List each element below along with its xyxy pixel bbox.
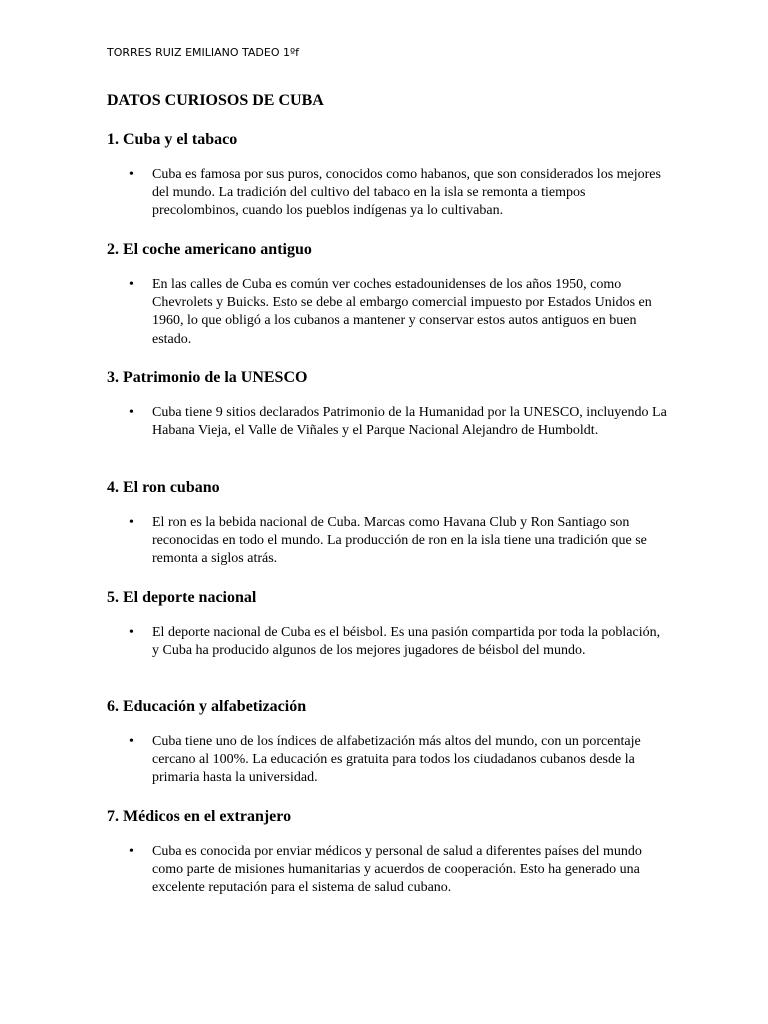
section-tabaco: [107, 130, 667, 221]
bullet-icon: •: [129, 734, 134, 749]
list-item-text: El deporte nacional de Cuba es el béisbol. Es una pasión compartida por toda la población, y Cuba ha producido algunos de los mejores jugadores de béisbol del mundo.: [152, 625, 661, 659]
section-heading: 1. Cuba y el tabaco: [107, 131, 238, 148]
list-item: [107, 843, 667, 898]
section-coche-americano: [107, 240, 667, 349]
list-item-text: En las calles de Cuba es común ver coches estadounidenses de los años 1950, como Chevrolets y Buicks. Esto se debe al embargo comercial impuesto por Estados Unidos en 1960, lo que obligó a los cubanos a mantener y conservar estos autos antiguos en buen estado.: [152, 277, 652, 347]
list-item-text: Cuba es conocida por enviar médicos y personal de salud a diferentes países del mundo como parte de misiones humanitarias y acuerdos de cooperación. Esto ha generado una excelente reputación para el sistema de salud cubano.: [152, 844, 642, 896]
section-deporte-nacional: [107, 588, 667, 660]
section-heading: 5. El deporte nacional: [107, 589, 257, 606]
bullet-list: [107, 514, 667, 569]
bullet-icon: •: [129, 844, 134, 859]
section-ron-cubano: [107, 478, 667, 569]
list-item: [107, 733, 667, 788]
section-heading: 7. Médicos en el extranjero: [107, 808, 292, 825]
bullet-list: [107, 624, 667, 660]
list-item-text: Cuba tiene 9 sitios declarados Patrimonio de la Humanidad por la UNESCO, incluyendo La Habana Vieja, el Valle de Viñales y el Parque Nacional Alejandro de Humboldt.: [152, 405, 667, 439]
bullet-icon: •: [129, 625, 134, 640]
list-item: [107, 514, 667, 569]
list-item: [107, 624, 667, 660]
list-item: [107, 404, 667, 440]
list-item-text: Cuba es famosa por sus puros, conocidos como habanos, que son considerados los mejores del mundo. La tradición del cultivo del tabaco en la isla se remonta a tiempos precolombinos, cuando los pueblos indígenas ya lo cultivaban.: [152, 167, 661, 219]
section-heading: 2. El coche americano antiguo: [107, 241, 312, 258]
section-heading: 3. Patrimonio de la UNESCO: [107, 369, 308, 386]
bullet-list: [107, 843, 667, 898]
bullet-list: [107, 733, 667, 788]
list-item-text: El ron es la bebida nacional de Cuba. Marcas como Havana Club y Ron Santiago son reconocidas en todo el mundo. La producción de ron en la isla tiene una tradición que se remonta a siglos atrás.: [152, 515, 647, 567]
list-item: [107, 276, 667, 349]
bullet-icon: •: [129, 167, 134, 182]
bullet-icon: •: [129, 515, 134, 530]
bullet-icon: •: [129, 277, 134, 292]
bullet-list: [107, 404, 667, 440]
section-unesco: [107, 368, 667, 440]
document-title: DATOS CURIOSOS DE CUBA: [107, 92, 324, 109]
bullet-list: [107, 276, 667, 349]
section-heading: 4. El ron cubano: [107, 479, 220, 496]
section-heading: 6. Educación y alfabetización: [107, 698, 307, 715]
list-item-text: Cuba tiene uno de los índices de alfabetización más altos del mundo, con un porcentaje cercano al 100%. La educación es gratuita para todos los ciudadanos cubanos desde la primaria hasta la universidad.: [152, 734, 641, 786]
list-item: [107, 166, 667, 221]
section-medicos: [107, 807, 667, 898]
author-line: TORRES RUIZ EMILIANO TADEO 1ºf: [107, 46, 300, 59]
bullet-icon: •: [129, 405, 134, 420]
bullet-list: [107, 166, 667, 221]
section-educacion: [107, 697, 667, 788]
